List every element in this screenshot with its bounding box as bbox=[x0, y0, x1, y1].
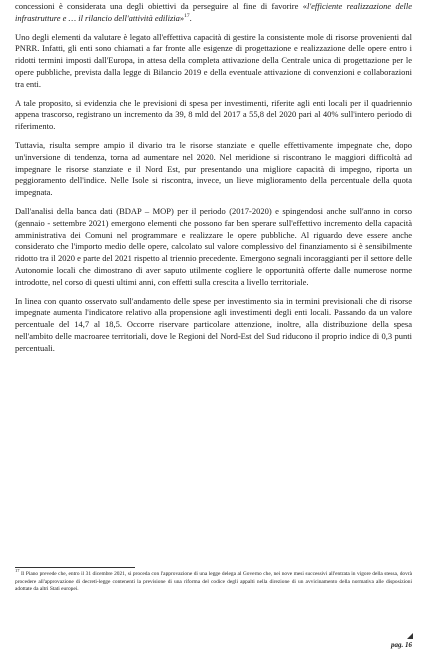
paragraph-1 bbox=[15, 1, 412, 25]
footnote-reference[interactable]: 17 bbox=[184, 12, 190, 19]
sentence-period: . bbox=[189, 12, 192, 23]
paragraph-5: Dall'analisi della banca dati (BDAP – MOP) per il periodo (2017-2020) e spingendosi anche sull'anno in corso (gennaio - settembre 2021) emergono elementi che possono far ben sperare sull'effettivo incremento della capacità amministrativa dei Comuni nel programmare e realizzare le opere pubbliche. Al riguardo deve essere anche considerato che l'importo medio delle opere, calcolato sul valore complessivo del finanziamento si è sensibilmente ridotto tra il 2020 e parte del 2021 rispetto al triennio precedente. Emergono segnali incoraggianti per il settore delle Autonomie locali che dimostrano di aver saputo utilmente cogliere le opportunità offerte dalle numerose norme introdotte, nel corso di questi ultimi anni, con effetti sulla crescita a livello territoriale. bbox=[15, 205, 412, 287]
paragraph-3: A tale proposito, si evidenzia che le previsioni di spesa per investimenti, riferite agli enti locali per il quadriennio appena trascorso, registrano un incremento da 39, 8 mld del 2017 a 55,8 del 2020 pari al 40% sull'intero periodo di riferimento. bbox=[15, 97, 412, 132]
paragraph-6: In linea con quanto osservato sull'andamento delle spese per investimento sia in termini previsionali che di risorse impegnate aumenta l'indicatore relativo alla propensione agli investimenti degli enti locali. Passando da un valore percentuale del 14,7 al 18,5. Occorre riservare particolare attenzione, inoltre, alla distribuzione della spesa nell'ambito delle macroaree territoriali, dove le Regioni del Nord-Est del Sud riducono il proprio indice di 0,3 punti percentuali. bbox=[15, 295, 412, 353]
footnote bbox=[15, 568, 412, 594]
footnote-divider bbox=[15, 567, 135, 568]
paragraph-1-text: concessioni è considerata una degli obiettivi da perseguire al fine di favorire « bbox=[15, 1, 307, 11]
footnote-number: 17 bbox=[15, 568, 20, 574]
closing-quote: » bbox=[179, 12, 185, 23]
page-corner-mark bbox=[407, 633, 413, 639]
footnote-text: Il Piano prevede che, entro il 31 dicembre 2021, si proceda con l'approvazione di una legge delega al Governo che, nei nove mesi successivi all'entrata in vigore della stessa, dovrà procedere all'approvazione di decreti-legge contenenti la previsione di una riforma del codice degli appalti nella direzione di un avvicinamento della normativa alle disposizioni adottate da altri Stati europei. bbox=[15, 571, 412, 593]
document-page bbox=[15, 0, 412, 362]
page-number: pag. 16 bbox=[391, 641, 412, 649]
quoted-objective: l'efficiente realizzazione delle infrastrutture e … il rilancio dell'attività edilizia bbox=[15, 1, 412, 23]
paragraph-2: Uno degli elementi da valutare è legato all'effettiva capacità di gestire la consistente mole di risorse provenienti dal PNRR. Infatti, gli enti sono chiamati a far fronte alle esigenze di progettazione e realizzazione delle opere entro i ridotti termini imposti dall'Europa, in attesa della completa attivazione della Centrale unica di progettazione per le opere pubbliche, prevista dalla legge di Bilancio 2019 e della eventuale attivazione di convenzioni e collaborazioni tra enti. bbox=[15, 31, 412, 89]
paragraph-4: Tuttavia, risulta sempre ampio il divario tra le risorse stanziate e quelle effettivamente impegnate che, dopo un'inversione di tendenza, torna ad aumentare nel 2020. Nel meridione si riscontrano le maggiori difficoltà ad impegnare le risorse stanziate e il Nord Est, pur presentando una migliore capacità di impegno, riporta un peggioramento dell'indice. Nelle Isole si riscontra, invece, un lieve miglioramento della percentuale della quota impegnata. bbox=[15, 139, 412, 198]
